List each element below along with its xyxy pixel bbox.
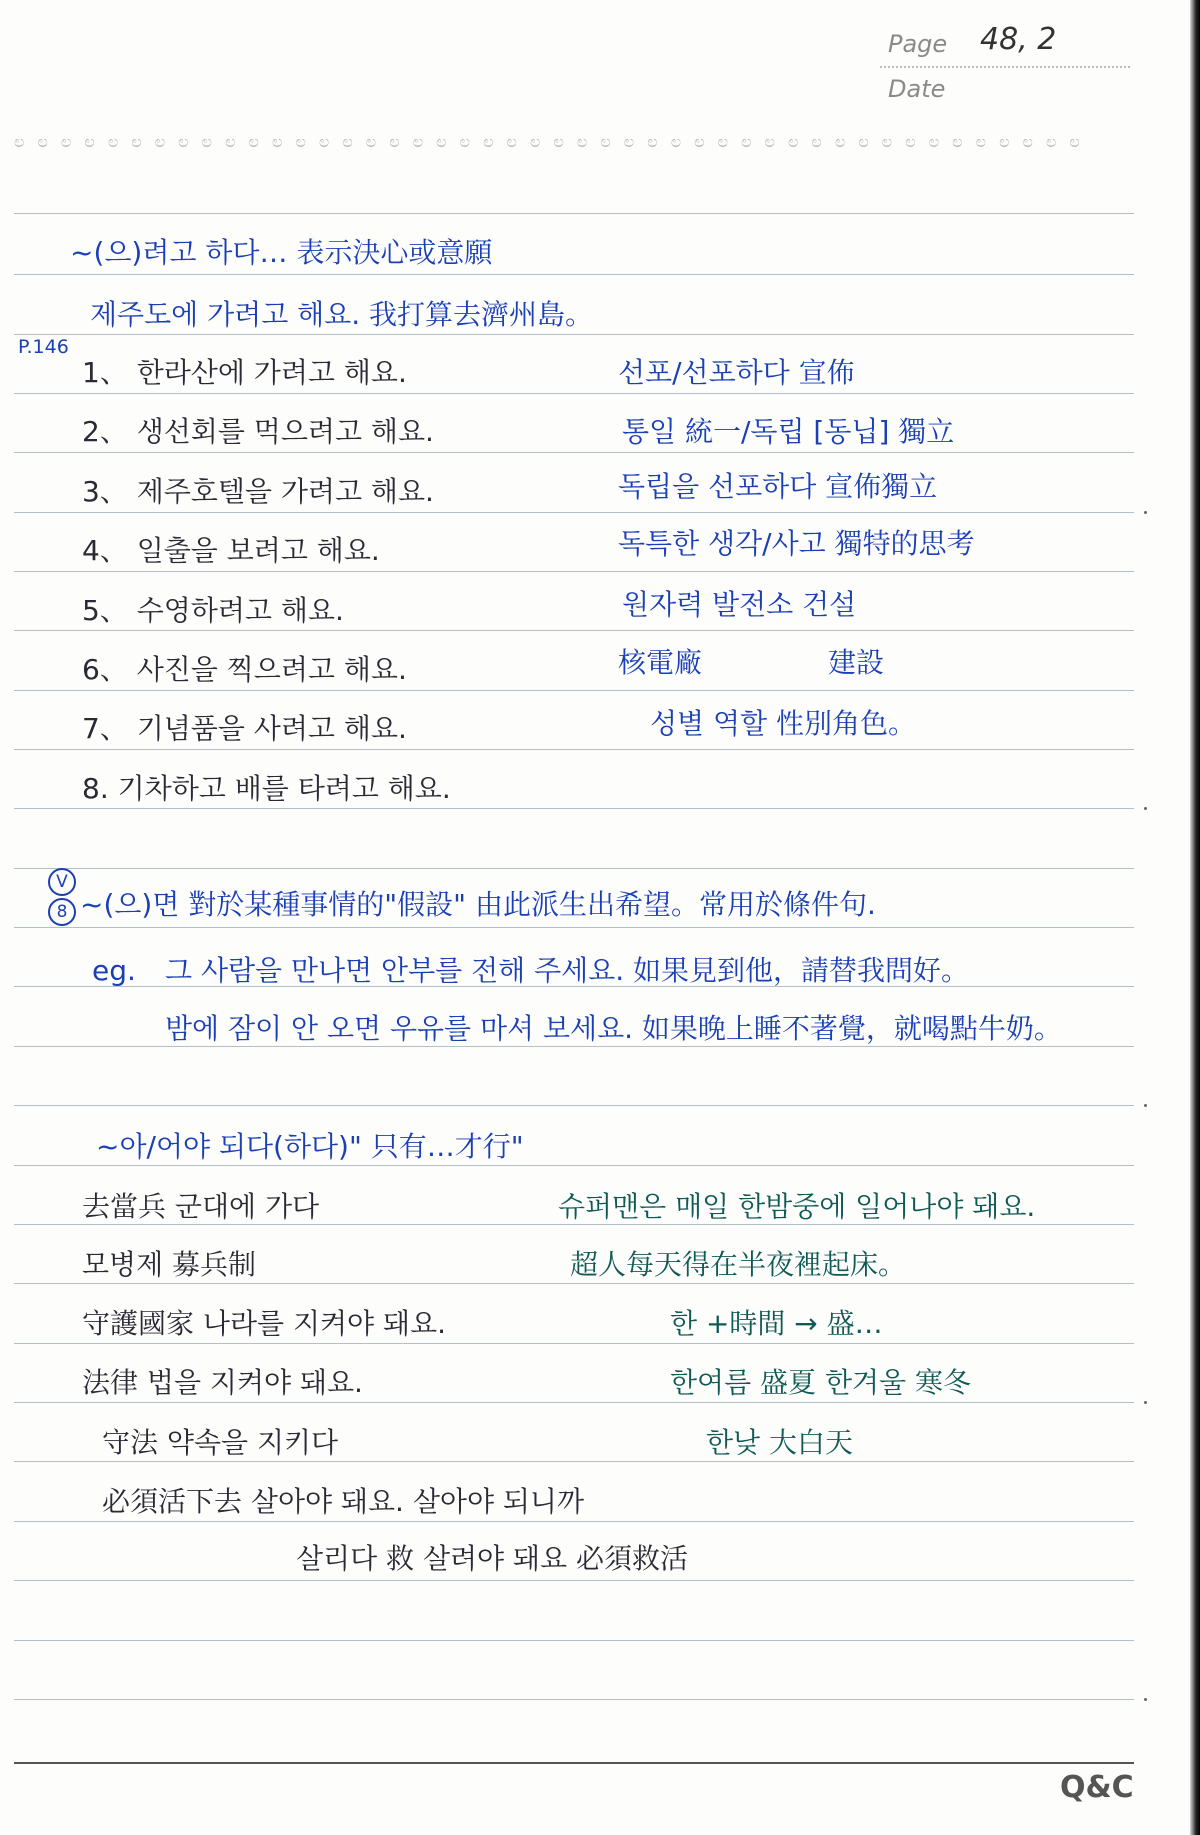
green-note: 超人每天得在半夜裡起床。 (570, 1248, 907, 1281)
green-note: 슈퍼맨은 매일 한밤중에 일어나야 돼요. (558, 1190, 1036, 1223)
check-mark: V (48, 868, 76, 896)
ruled-line (14, 630, 1134, 631)
bottom-line (14, 1762, 1134, 1764)
list-item: 5、 수영하려고 해요. (82, 594, 344, 627)
green-note: 한 +時間 → 盛… (670, 1307, 883, 1340)
date-label: Date (888, 75, 946, 103)
ruled-line (14, 808, 1134, 809)
ruled-line (14, 1165, 1134, 1166)
list-item: 8. 기차하고 배를 타려고 해요. (82, 772, 451, 805)
ruled-line (14, 571, 1134, 572)
ruled-line (14, 749, 1134, 750)
ruled-line (14, 1046, 1134, 1047)
margin-dot (1144, 1401, 1147, 1404)
ruled-line (14, 512, 1134, 513)
check-mark: 8 (48, 898, 76, 926)
vocab-note: 선포/선포하다 宣佈 (618, 356, 855, 389)
ruled-line (14, 452, 1134, 453)
ruled-line (14, 213, 1134, 214)
ruled-line (14, 1580, 1134, 1581)
green-note: 한낮 大白天 (706, 1426, 853, 1459)
note-line: 守法 약속을 지키다 (102, 1426, 339, 1459)
ruled-line (14, 1521, 1134, 1522)
page-label: Page (888, 30, 948, 58)
ruled-line (14, 868, 1134, 869)
section1-example: 제주도에 가려고 해요. 我打算去濟州島。 (90, 298, 594, 331)
ruled-line (14, 393, 1134, 394)
margin-dot (1144, 807, 1147, 810)
example-sentence: 그 사람을 만나면 안부를 전해 주세요. 如果見到他，請替我問好。 (165, 954, 970, 987)
margin-dot (1144, 1698, 1147, 1701)
ruled-line (14, 1343, 1134, 1344)
ruled-line (14, 1461, 1134, 1462)
vocab-note: 建設 (828, 646, 885, 679)
list-item: 6、 사진을 찍으려고 해요. (82, 653, 407, 686)
note-line: 모병제 募兵制 (82, 1248, 257, 1281)
ruled-line (14, 927, 1134, 928)
vocab-note: 核電廠 (618, 646, 703, 679)
list-item: 7、 기념품을 사려고 해요. (82, 712, 407, 745)
ruled-line (14, 1224, 1134, 1225)
note-line: 必須活下去 살아야 돼요. 살아야 되니까 (102, 1485, 585, 1518)
list-item: 2、 생선회를 먹으려고 해요. (82, 415, 434, 448)
section2-title: ~(으)면 對於某種事情的"假設" 由此派生出希望。常用於條件句. (80, 888, 876, 921)
list-item: 4、 일출을 보려고 해요. (82, 534, 380, 567)
margin-dot (1144, 1104, 1147, 1107)
note-line: 守護國家 나라를 지켜야 돼요. (82, 1307, 446, 1340)
vocab-note: 통일 統一/독립 [동닙] 獨立 (622, 415, 955, 448)
ruled-line (14, 1402, 1134, 1403)
note-line: 去當兵 군대에 가다 (82, 1190, 320, 1223)
list-item: 1、 한라산에 가려고 해요. (82, 356, 407, 389)
ruled-line (14, 1640, 1134, 1641)
example-sentence: 밤에 잠이 안 오면 우유를 마셔 보세요. 如果晚上睡不著覺，就喝點牛奶。 (165, 1012, 1062, 1045)
ruled-line (14, 1283, 1134, 1284)
vocab-note: 원자력 발전소 건설 (622, 588, 857, 621)
page-edge-shadow (1190, 0, 1200, 1835)
page-reference: P.146 (18, 336, 69, 358)
margin-dot (1144, 511, 1147, 514)
vocab-note: 독립을 선포하다 宣佈獨立 (618, 470, 938, 503)
note-line: 살리다 救 살려야 돼요 必須救活 (296, 1542, 688, 1575)
section3-title: ~아/어야 되다(하다)" 只有…才行" (96, 1130, 524, 1163)
eg-label: eg. (92, 954, 136, 987)
green-note: 한여름 盛夏 한겨울 寒冬 (670, 1366, 971, 1399)
note-line: 法律 법을 지켜야 돼요. (82, 1366, 363, 1399)
page-number: 48, 2 (980, 22, 1057, 57)
vocab-note: 성별 역할 性別角色。 (650, 707, 916, 740)
page-number-line (880, 66, 1130, 68)
decorative-border: ಲ ಲ ಲ ಲ ಲ ಲ ಲ ಲ ಲ ಲ ಲ ಲ ಲ ಲ ಲ ಲ ಲ ಲ ಲ ಲ ಲ ಲ ಲ ಲ ಲ ಲ ಲ ಲ ಲ ಲ ಲ ಲ ಲ ಲ ಲ ಲ ಲ ಲ ಲ ಲ ಲ ಲ ಲ ಲ ಲ ಲ (14, 132, 1084, 151)
ruled-line (14, 1699, 1134, 1700)
section1-title: ~(으)려고 하다… 表示決心或意願 (70, 236, 493, 269)
ruled-line (14, 274, 1134, 275)
ruled-line (14, 1105, 1134, 1106)
ruled-line (14, 690, 1134, 691)
list-item: 3、 제주호텔을 가려고 해요. (82, 475, 434, 508)
vocab-note: 독특한 생각/사고 獨特的思考 (618, 527, 975, 560)
ruled-line (14, 334, 1134, 335)
brand-logo: Q&C (1060, 1770, 1134, 1805)
